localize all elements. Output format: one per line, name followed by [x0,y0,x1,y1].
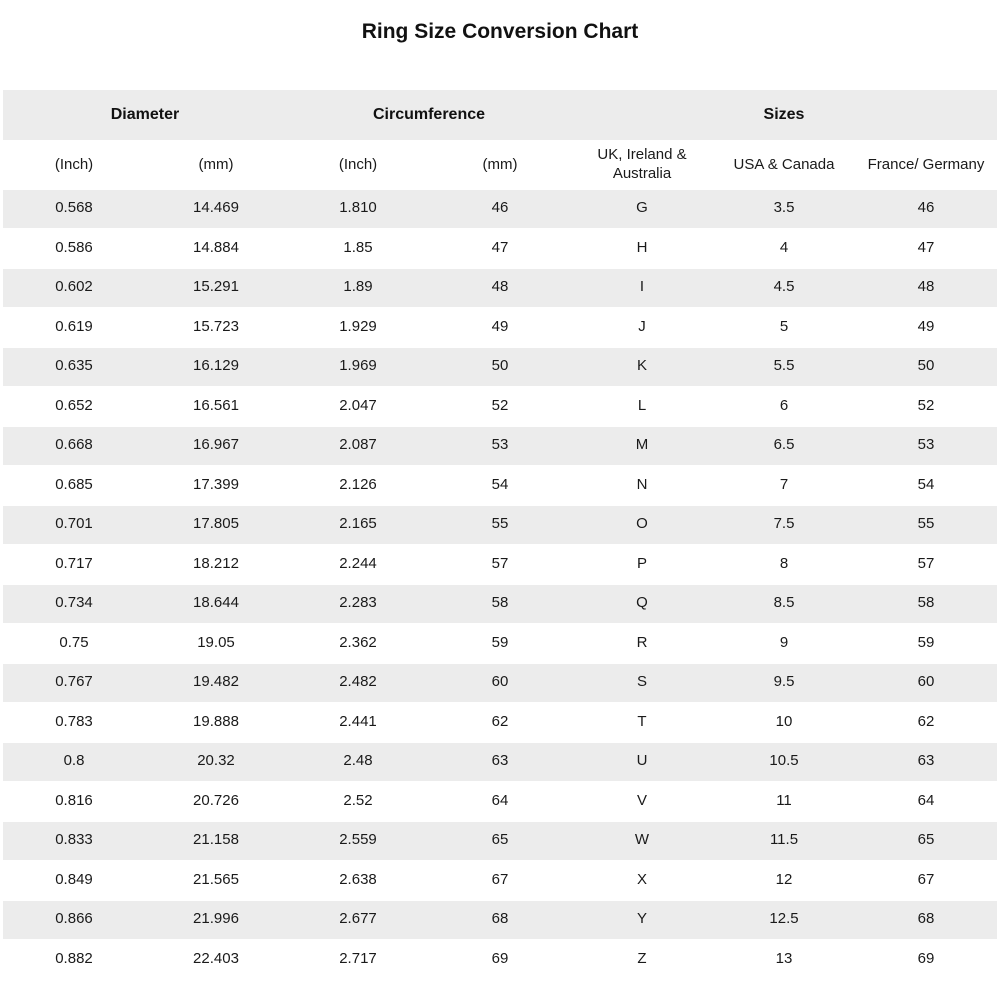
table-cell: 2.047 [287,388,429,426]
table-cell: 14.884 [145,230,287,268]
table-row [3,467,997,505]
table-cell: 21.565 [145,862,287,900]
table-cell: 58 [429,585,571,623]
table-cell: U [571,743,713,781]
table-cell: 21.158 [145,822,287,860]
table-cell: 1.89 [287,269,429,307]
table-cell: 11 [713,783,855,821]
table-cell: 0.75 [3,625,145,663]
table-cell: 18.212 [145,546,287,584]
table-cell: 1.929 [287,309,429,347]
table-cell: 0.685 [3,467,145,505]
column-header-row [3,142,997,188]
table-body [3,190,997,978]
table-row [3,664,997,702]
table-row [3,585,997,623]
table-cell: 60 [855,664,997,702]
table-cell: 2.48 [287,743,429,781]
table-cell: 49 [429,309,571,347]
table-cell: 4 [713,230,855,268]
table-cell: 20.32 [145,743,287,781]
table-cell: 0.882 [3,941,145,979]
table-cell: 69 [855,941,997,979]
table-cell: 67 [855,862,997,900]
table-cell: J [571,309,713,347]
table-cell: 19.888 [145,704,287,742]
table-cell: 63 [855,743,997,781]
page-title: Ring Size Conversion Chart [361,20,639,43]
table-cell: 7.5 [713,506,855,544]
table-cell: 62 [429,704,571,742]
table-row [3,862,997,900]
table-cell: 0.734 [3,585,145,623]
table-cell: 2.441 [287,704,429,742]
table-cell: 50 [429,348,571,386]
table-cell: 7 [713,467,855,505]
table-cell: 64 [429,783,571,821]
column-header-circumference-mm: (mm) [429,142,571,188]
table-cell: R [571,625,713,663]
table-cell: 2.244 [287,546,429,584]
table-cell: Y [571,901,713,939]
table-cell: 6.5 [713,427,855,465]
table-cell: 62 [855,704,997,742]
table-cell: 18.644 [145,585,287,623]
table-cell: 21.996 [145,901,287,939]
table-cell: X [571,862,713,900]
table-cell: 54 [429,467,571,505]
table-cell: 55 [429,506,571,544]
table-row [3,348,997,386]
table-cell: 46 [855,190,997,228]
table-cell: 54 [855,467,997,505]
table-cell: 0.602 [3,269,145,307]
table-cell: 64 [855,783,997,821]
table-cell: 63 [429,743,571,781]
table-cell: 47 [429,230,571,268]
table-cell: 2.482 [287,664,429,702]
table-cell: N [571,467,713,505]
group-header-row [3,90,997,140]
table-cell: 12.5 [713,901,855,939]
ring-size-table [3,88,997,980]
table-cell: 1.969 [287,348,429,386]
table-cell: V [571,783,713,821]
table-row [3,941,997,979]
table-cell: T [571,704,713,742]
table-row [3,901,997,939]
table-cell: 57 [855,546,997,584]
column-header-france-germany: France/ Germany [855,142,997,188]
table-cell: 0.833 [3,822,145,860]
table-cell: 53 [429,427,571,465]
table-cell: 8 [713,546,855,584]
table-cell: 2.52 [287,783,429,821]
table-cell: 11.5 [713,822,855,860]
table-cell: 67 [429,862,571,900]
table-cell: Q [571,585,713,623]
table-cell: 0.652 [3,388,145,426]
table-cell: 14.469 [145,190,287,228]
table-cell: 0.767 [3,664,145,702]
table-row [3,822,997,860]
table-cell: 17.805 [145,506,287,544]
table-row [3,230,997,268]
table-cell: 6 [713,388,855,426]
table-cell: 59 [429,625,571,663]
table-cell: 0.717 [3,546,145,584]
table-cell: H [571,230,713,268]
table-cell: 1.810 [287,190,429,228]
table-cell: O [571,506,713,544]
table-cell: 2.677 [287,901,429,939]
table-cell: 46 [429,190,571,228]
table-cell: 57 [429,546,571,584]
table-cell: 0.568 [3,190,145,228]
table-cell: 0.849 [3,862,145,900]
table-cell: 2.283 [287,585,429,623]
table-cell: M [571,427,713,465]
table-cell: 0.635 [3,348,145,386]
table-cell: 69 [429,941,571,979]
table-row [3,743,997,781]
table-row [3,546,997,584]
table-cell: S [571,664,713,702]
table-cell: 16.561 [145,388,287,426]
table-row [3,783,997,821]
table-cell: I [571,269,713,307]
table-cell: 13 [713,941,855,979]
table-cell: 12 [713,862,855,900]
table-cell: 2.126 [287,467,429,505]
column-header-uk-ireland-australia: UK, Ireland & Australia [571,142,713,188]
table-cell: 10 [713,704,855,742]
table-cell: 47 [855,230,997,268]
table-cell: L [571,388,713,426]
table-cell: 16.129 [145,348,287,386]
column-header-circumference-inch: (Inch) [287,142,429,188]
table-cell: 50 [855,348,997,386]
table-cell: 52 [855,388,997,426]
table-cell: 2.087 [287,427,429,465]
table-cell: 1.85 [287,230,429,268]
table-cell: 0.619 [3,309,145,347]
table-cell: 19.05 [145,625,287,663]
table-cell: 59 [855,625,997,663]
table-cell: 15.723 [145,309,287,347]
table-cell: 9.5 [713,664,855,702]
table-cell: 17.399 [145,467,287,505]
table-row [3,388,997,426]
table-cell: 9 [713,625,855,663]
table-cell: 16.967 [145,427,287,465]
table-cell: 60 [429,664,571,702]
table-cell: 15.291 [145,269,287,307]
table-cell: 0.701 [3,506,145,544]
table-cell: 65 [429,822,571,860]
table-row [3,190,997,228]
table-cell: G [571,190,713,228]
table-cell: 3.5 [713,190,855,228]
table-cell: 0.668 [3,427,145,465]
table-cell: 19.482 [145,664,287,702]
table-cell: 22.403 [145,941,287,979]
table-cell: 5.5 [713,348,855,386]
table-cell: 0.586 [3,230,145,268]
table-cell: 10.5 [713,743,855,781]
column-header-diameter-mm: (mm) [145,142,287,188]
table-cell: 2.638 [287,862,429,900]
table-cell: K [571,348,713,386]
table-cell: 48 [855,269,997,307]
table-cell: 49 [855,309,997,347]
table-cell: 55 [855,506,997,544]
table-cell: P [571,546,713,584]
table-cell: 2.165 [287,506,429,544]
table-row [3,625,997,663]
table-cell: 0.866 [3,901,145,939]
table-cell: 0.783 [3,704,145,742]
table-cell: 5 [713,309,855,347]
table-cell: 2.559 [287,822,429,860]
group-header-sizes: Sizes [571,90,997,140]
table-cell: 53 [855,427,997,465]
table-row [3,704,997,742]
table-row [3,506,997,544]
table-header [3,90,997,188]
table-cell: Z [571,941,713,979]
table-cell: 4.5 [713,269,855,307]
column-header-diameter-inch: (Inch) [3,142,145,188]
table-cell: 2.717 [287,941,429,979]
group-header-diameter: Diameter [3,90,287,140]
table-cell: 20.726 [145,783,287,821]
table-cell: 8.5 [713,585,855,623]
table-cell: W [571,822,713,860]
table-cell: 68 [855,901,997,939]
table-cell: 48 [429,269,571,307]
table-row [3,309,997,347]
table-cell: 0.8 [3,743,145,781]
table-row [3,427,997,465]
group-header-circumference: Circumference [287,90,571,140]
column-header-usa-canada: USA & Canada [713,142,855,188]
table-cell: 52 [429,388,571,426]
table-cell: 58 [855,585,997,623]
table-cell: 68 [429,901,571,939]
table-row [3,269,997,307]
table-cell: 0.816 [3,783,145,821]
table-cell: 2.362 [287,625,429,663]
table-cell: 65 [855,822,997,860]
